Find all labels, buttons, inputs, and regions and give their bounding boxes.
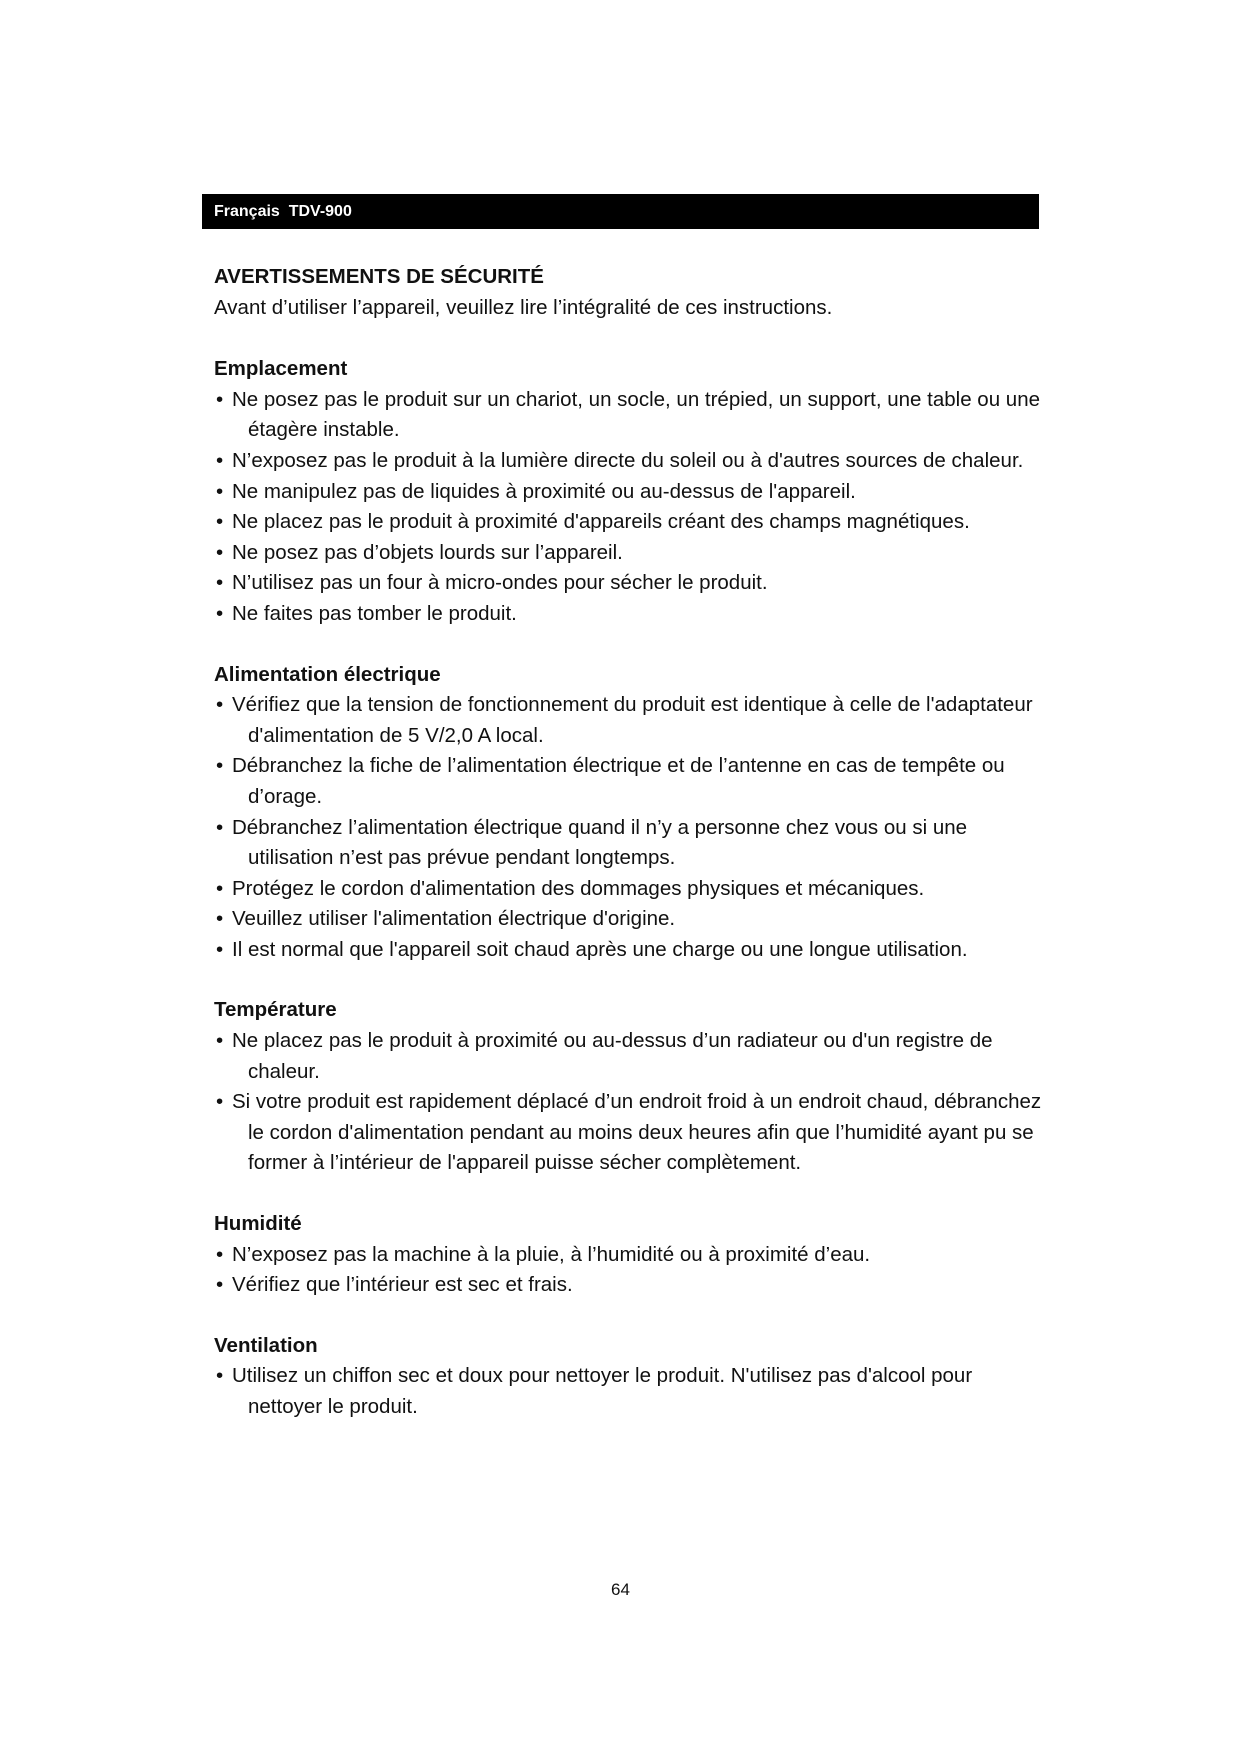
- list-item: • Ne placez pas le produit à proximité ou au-dessus d’un radiateur ou d'un registre de chaleur.: [214, 1026, 1044, 1087]
- list-item: • Il est normal que l'appareil soit chaud après une charge ou une longue utilisation.: [214, 935, 1044, 966]
- list-item: • Ne posez pas le produit sur un chariot, un socle, un trépied, un support, une table ou une étagère instable.: [214, 385, 1044, 446]
- bullet-list: [214, 1240, 1044, 1301]
- section-title: Alimentation électrique: [214, 662, 441, 686]
- section-title: Température: [214, 998, 337, 1022]
- list-item: • Ne posez pas d’objets lourds sur l’appareil.: [214, 538, 1044, 569]
- bullet-list: [214, 385, 1044, 630]
- bullet-list: [214, 1361, 1044, 1422]
- list-item: • Utilisez un chiffon sec et doux pour nettoyer le produit. N'utilisez pas d'alcool pour nettoyer le produit.: [214, 1361, 1044, 1422]
- list-item: • Veuillez utiliser l'alimentation électrique d'origine.: [214, 904, 1044, 935]
- list-item: • N’exposez pas la machine à la pluie, à l’humidité ou à proximité d’eau.: [214, 1240, 1044, 1271]
- section-temperature: [214, 995, 1044, 1179]
- section-title: Humidité: [214, 1212, 302, 1236]
- list-item: • Ne manipulez pas de liquides à proximité ou au-dessus de l'appareil.: [214, 477, 1044, 508]
- list-item: • Protégez le cordon d'alimentation des dommages physiques et mécaniques.: [214, 874, 1044, 905]
- document-header-bar: Français TDV-900: [202, 194, 1039, 229]
- list-item: • Si votre produit est rapidement déplacé d’un endroit froid à un endroit chaud, débranchez le cordon d'alimentation pendant au moins deux heures afin que l’humidité ayant pu se former à l’intérieur de l'appareil puisse sécher complètement.: [214, 1087, 1044, 1179]
- section-humidite: [214, 1209, 1044, 1301]
- list-item: • Vérifiez que la tension de fonctionnement du produit est identique à celle de l'adaptateur d'alimentation de 5 V/2,0 A local.: [214, 690, 1044, 751]
- page-number: 64: [611, 1580, 630, 1599]
- list-item: • Ne placez pas le produit à proximité d'appareils créant des champs magnétiques.: [214, 507, 1044, 538]
- list-item: • Débranchez l’alimentation électrique quand il n’y a personne chez vous ou si une utilisation n’est pas prévue pendant longtemps.: [214, 813, 1044, 874]
- list-item: • N’exposez pas le produit à la lumière directe du soleil ou à d'autres sources de chaleur.: [214, 446, 1044, 477]
- section-ventilation: [214, 1331, 1044, 1423]
- section-emplacement: [214, 354, 1044, 629]
- bullet-list: [214, 1026, 1044, 1179]
- section-title: Emplacement: [214, 357, 348, 381]
- page-content: [214, 262, 1044, 1453]
- list-item: • Vérifiez que l’intérieur est sec et frais.: [214, 1270, 1044, 1301]
- intro-text: Avant d’utiliser l’appareil, veuillez lire l’intégralité de ces instructions.: [214, 295, 833, 319]
- section-title: Ventilation: [214, 1333, 318, 1357]
- section-alimentation: [214, 660, 1044, 966]
- list-item: • Ne faites pas tomber le produit.: [214, 599, 1044, 630]
- list-item: • Débranchez la fiche de l’alimentation électrique et de l’antenne en cas de tempête ou d’orage.: [214, 751, 1044, 812]
- page-title: AVERTISSEMENTS DE SÉCURITÉ: [214, 265, 544, 288]
- list-item: • N’utilisez pas un four à micro-ondes pour sécher le produit.: [214, 568, 1044, 599]
- bullet-list: [214, 690, 1044, 965]
